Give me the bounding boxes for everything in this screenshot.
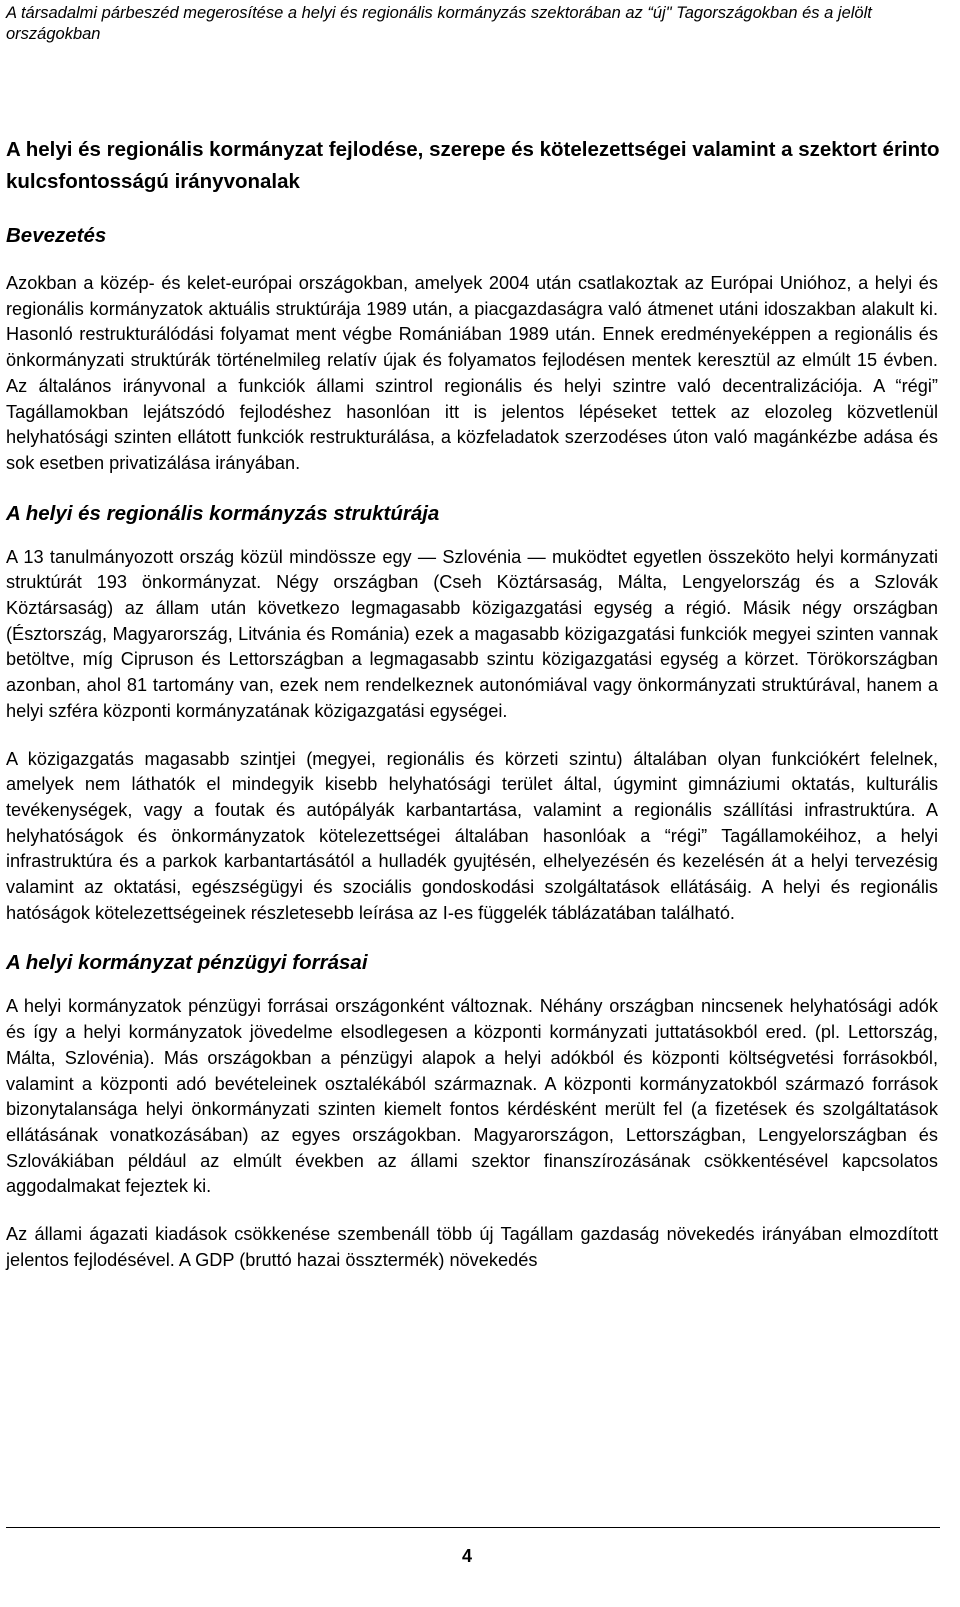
- paragraph: A közigazgatás magasabb szintjei (megyei, regionális és körzeti szintu) általában olyan funkciókért felelnek, amelyek nem láthatók el mindegyik kisebb helyhatósági terület által, úgymint gimnáziumi oktatás, kulturális tevékenységek, vagy a foutak és autópályák karbantartása, valamint a regionális szállítási infrastruktúra. A helyhatóságok és önkormányzatok kötelezettségei általában hasonlóak a “régi” Tagállamokéihoz, a helyi infrastruktúra és a parkok karbantartásától a hulladék gyujtésén, elhelyezésén és kezelésén át a helyi tervezésig valamint az oktatási, egészségügyi és szociális gondoskodási szolgáltatások ellátásáig. A helyi és regionális hatóságok kötelezettségeinek részletesebb leírása az I-es függelék táblázatában található.: [6, 748, 938, 923]
- running-header: A társadalmi párbeszéd megerosítése a helyi és regionális kormányzás szektorában az “új" Tagországokban és a jelölt országokban: [6, 4, 872, 43]
- document-title: A helyi és regionális kormányzat fejlodése, szerepe és kötelezettségei valamint a szektort érinto kulcsfontosságú irányvonalak: [6, 138, 940, 193]
- footer-divider: [6, 1527, 940, 1528]
- paragraph: A helyi kormányzatok pénzügyi forrásai országonként változnak. Néhány országban nincsenek helyhatósági adók és így a helyi kormányzatok jövedelme elsodlegesen a központi kormányzati juttatásokból ered. (pl. Lettország, Málta, Szlovénia). Más országokban a pénzügyi alapok a helyi adókból és központi költségvetési forrásokból, valamint a központi adó bevételeinek osztalékából származnak. A központi kormányzatokból származó források bizonytalansága helyi önkormányzati szinten kiemelt fontos kérdésként merült fel (a fizetések és szolgáltatások ellátásának vonatkozásában) az egyes országokban. Magyarországon, Lettországban, Lengyelországban és Szlovákiában például az elmúlt években az állami szektor finanszírozásának csökkentésével kapcsolatos aggodalmakat fejeztek ki.: [6, 996, 938, 1197]
- section-heading-structure: A helyi és regionális kormányzás struktúrája: [6, 501, 440, 525]
- paragraph: Az állami ágazati kiadások csökkenése szembenáll több új Tagállam gazdaság növekedés irányában elmozdított jelentos fejlodésével. A GDP (bruttó hazai össztermék) növekedés: [6, 1224, 938, 1270]
- page-number: 4: [461, 1546, 472, 1566]
- document-body: [6, 221, 938, 1274]
- paragraph: Azokban a közép- és kelet-európai országokban, amelyek 2004 után csatlakoztak az Európai Unióhoz, a helyi és regionális kormányzatok aktuális struktúrája 1989 után, a piacgazdaságra való átmenet utáni idoszakban alakult ki. Hasonló restrukturálódási folyamat ment végbe Romániában 1989 után. Ennek eredményeképpen a regionális és önkormányzati struktúrák történelmileg relatív újak és folyamatos fejlodésen mentek keresztül az elmúlt 15 évben. Az általános irányvonal a funkciók állami szintrol regionális és helyi szintre való decentralizációja. A “régi” Tagállamokban lejátszódó fejlodéshez hasonlóan itt is jelentos lépéseket tettek az elozoleg közvetlenül helyhatósági szinten ellátott funkciók restrukturálása, a közfeladatok szerzodéses úton való magánkézbe adása és sok esetben privatizálása irányában.: [6, 273, 938, 473]
- paragraph: A 13 tanulmányozott ország közül mindössze egy — Szlovénia — muködtet egyetlen összeköto helyi kormányzati struktúrát 193 önkormányzat. Négy országban (Cseh Köztársaság, Málta, Lengyelország és a Szlovák Köztársaság) az állam után következo legmagasabb közigazgatási egység a régió. Másik négy országban (Észtország, Magyarország, Litvánia és Románia) ezek a magasabb közigazgatási funkciók megyei szinten vannak betöltve, míg Cipruson és Lettországban a legmagasabb szintu közigazgatási egység a körzet. Törökországban azonban, ahol 81 tartomány van, ezek nem rendelkeznek autonómiával vagy önkormányzati struktúrával, hanem a helyi szféra központi kormányzatának közigazgatási egységei.: [6, 546, 938, 721]
- section-heading-finances: A helyi kormányzat pénzügyi forrásai: [6, 951, 368, 975]
- section-heading-introduction: Bevezetés: [6, 224, 107, 247]
